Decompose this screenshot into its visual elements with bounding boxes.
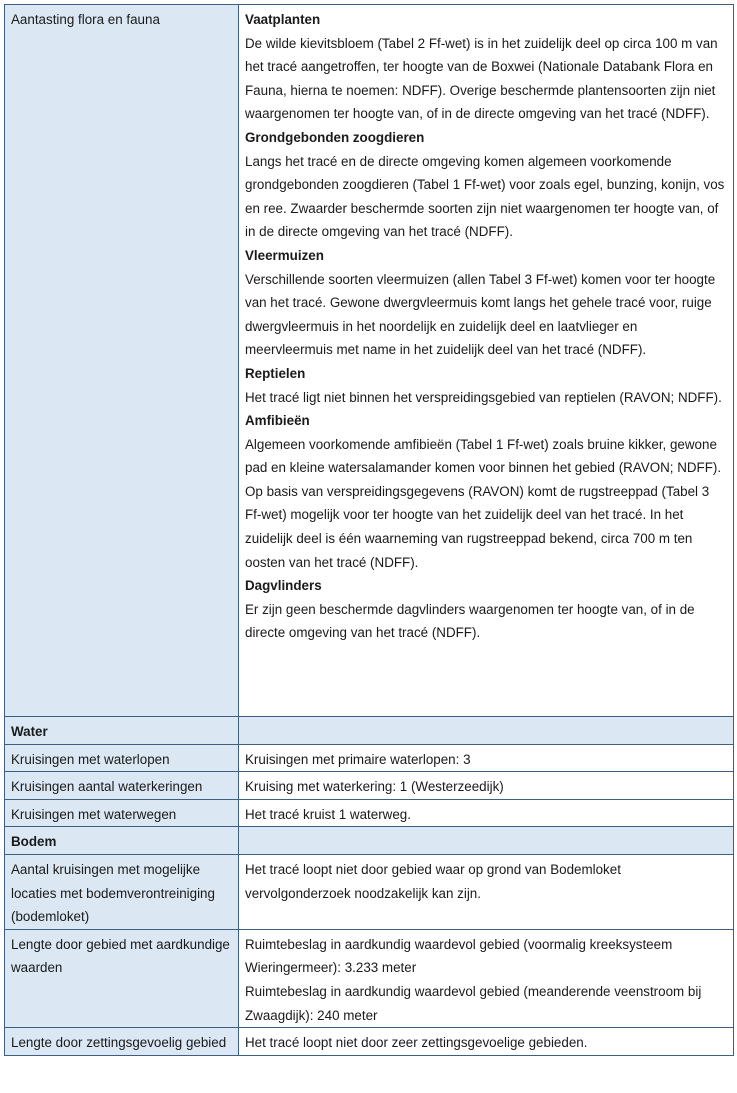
row-label: Kruisingen met waterlopen: [5, 744, 239, 772]
table-row-flora: [5, 5, 734, 717]
paragraph-vaatplanten: De wilde kievitsbloem (Tabel 2 Ff-wet) is in het zuidelijk deel op circa 100 m van het tracé aangetroffen, ter hoogte van de Boxwei (Nationale Databank Flora en Fauna, hierna te noemen: NDFF). Overige beschermde plantensoorten zijn niet waargenomen ter hoogte van, of in de directe omgeving van het tracé (NDFF).: [245, 35, 718, 122]
table-row: [5, 929, 734, 1027]
table-row: [5, 854, 734, 929]
subheading-reptielen: Reptielen: [245, 365, 306, 381]
row-value: Het tracé kruist 1 waterweg.: [239, 799, 734, 827]
subheading-vaatplanten: Vaatplanten: [245, 12, 321, 27]
row-label: Kruisingen met waterwegen: [5, 799, 239, 827]
table-row: [5, 744, 734, 772]
paragraph-reptielen: Het tracé ligt niet binnen het verspreidingsgebied van reptielen (RAVON; NDFF).: [245, 389, 722, 405]
row-value: Het tracé loopt niet door gebied waar op grond van Bodemloket vervolgonderzoek noodzakelijk kan zijn.: [239, 854, 734, 929]
paragraph-vleermuizen: Verschillende soorten vleermuizen (allen Tabel 3 Ff-wet) komen voor ter hoogte van het tracé. Gewone dwergvleermuis komt langs het gehele tracé voor, ruige dwergvleermuis in het noordelijk en zuidelijk deel en laatvlieger en meervleermuis met name in het zuidelijk deel van het tracé (NDFF).: [245, 271, 716, 358]
row-label: Kruisingen aantal waterkeringen: [5, 772, 239, 800]
subheading-zoogdieren: Grondgebonden zoogdieren: [245, 129, 425, 145]
section-row-bodem: [5, 827, 734, 855]
row-label: Aantal kruisingen met mogelijke locaties met bodemverontreiniging (bodemloket): [5, 854, 239, 929]
table-row: [5, 772, 734, 800]
section-empty-cell: [239, 827, 734, 855]
paragraph-amfibieen-2: Op basis van verspreidingsgegevens (RAVON) komt de rugstreeppad (Tabel 3 Ff-wet) mogelijk voor ter hoogte van het zuidelijk deel van het tracé. In het zuidelijk deel is één waarneming van rugstreeppad bekend, circa 700 m ten oosten van het tracé (NDFF).: [245, 483, 710, 570]
row-label: Lengte door gebied met aardkundige waarden: [5, 929, 239, 1027]
subheading-vleermuizen: Vleermuizen: [245, 247, 324, 263]
effects-table: [4, 4, 734, 1056]
section-title-water: Water: [5, 717, 239, 745]
row-value: Kruisingen met primaire waterlopen: 3: [239, 744, 734, 772]
row-label: Aantasting flora en fauna: [5, 5, 239, 717]
row-value-flora: [239, 5, 734, 717]
paragraph-aardkundig-1: Ruimtebeslag in aardkundig waardevol gebied (voormalig kreeksysteem Wieringermeer): 3.233 meter: [245, 936, 673, 976]
table-row: [5, 1028, 734, 1056]
paragraph-aardkundig-2: Ruimtebeslag in aardkundig waardevol gebied (meanderende veenstroom bij Zwaagdijk): 240 meter: [245, 983, 702, 1023]
section-empty-cell: [239, 717, 734, 745]
row-value: Kruising met waterkering: 1 (Westerzeedijk): [239, 772, 734, 800]
subheading-dagvlinders: Dagvlinders: [245, 578, 322, 594]
paragraph-amfibieen: Algemeen voorkomende amfibieën (Tabel 1 Ff-wet) zoals bruine kikker, gewone pad en kleine watersalamander komen voor binnen het gebied (RAVON; NDFF).: [245, 436, 722, 476]
row-value-aardkundig: [239, 929, 734, 1027]
row-value: Het tracé loopt niet door zeer zettingsgevoelige gebieden.: [239, 1028, 734, 1056]
paragraph-dagvlinders: Er zijn geen beschermde dagvlinders waargenomen ter hoogte van, of in de directe omgeving van het tracé (NDFF).: [245, 601, 695, 641]
section-title-bodem: Bodem: [5, 827, 239, 855]
row-label: Lengte door zettingsgevoelig gebied: [5, 1028, 239, 1056]
subheading-amfibieen: Amfibieën: [245, 413, 310, 429]
section-row-water: [5, 717, 734, 745]
table-row: [5, 799, 734, 827]
paragraph-zoogdieren: Langs het tracé en de directe omgeving komen algemeen voorkomende grondgebonden zoogdieren (Tabel 1 Ff-wet) voor zoals egel, bunzing, konijn, vos en ree. Zwaarder beschermde soorten zijn niet waargenomen ter hoogte van, of in de directe omgeving van het tracé (NDFF).: [245, 153, 725, 240]
